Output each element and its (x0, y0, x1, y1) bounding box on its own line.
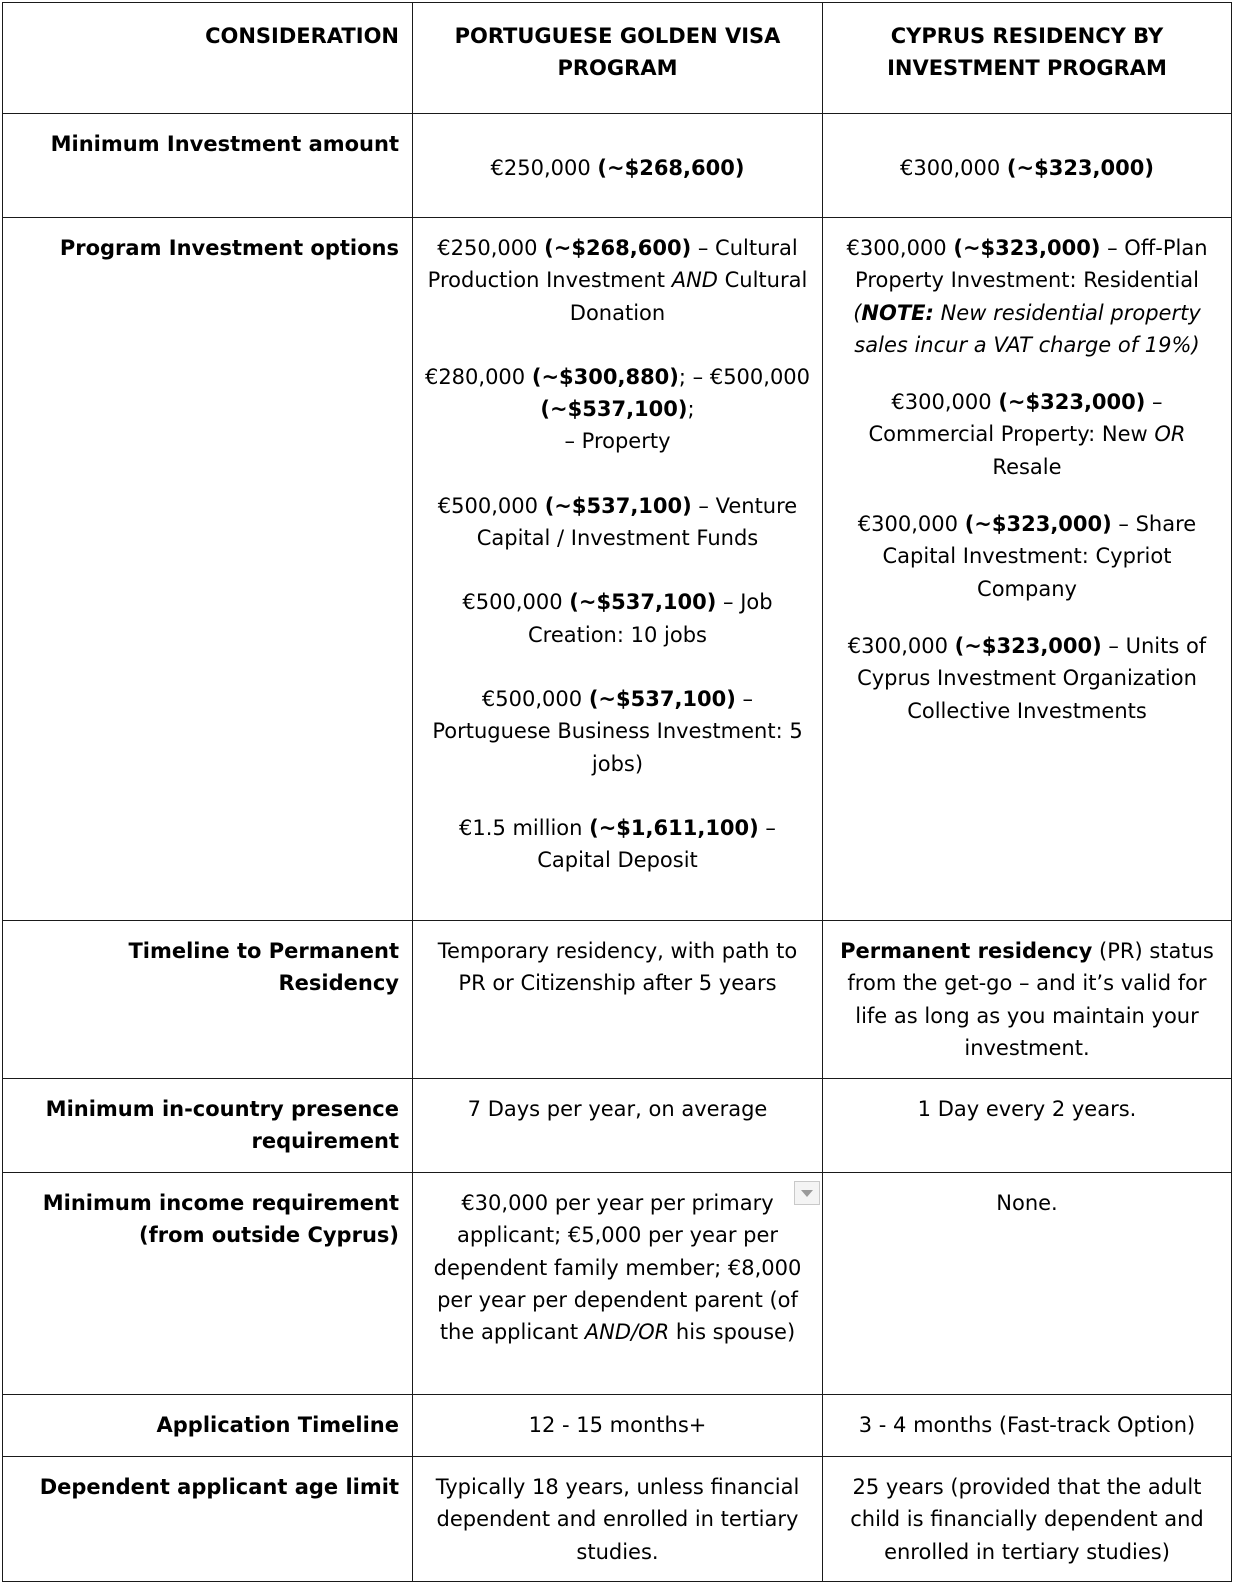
table-row-application-timeline (3, 1395, 1232, 1457)
cy-income: None. (823, 1173, 1232, 1395)
header-cyprus: CYPRUS RESIDENCY BY INVESTMENT PROGRAM (823, 3, 1232, 114)
table-row-income (3, 1173, 1232, 1395)
cy-age-limit: 25 years (provided that the adult child is financially dependent and enrolled in tertiary studies) (823, 1457, 1232, 1582)
row-label: Minimum in-country presence requirement (3, 1079, 413, 1173)
cy-timeline-pr: Permanent residency (PR) status from the get-go – and it’s valid for life as long as you maintain your investment. (823, 921, 1232, 1079)
pt-timeline-pr: Temporary residency, with path to PR or Citizenship after 5 years (413, 921, 823, 1079)
dropdown-arrow-icon[interactable] (794, 1181, 820, 1205)
pt-option-venture-capital: €500,000 (~$537,100) – Venture Capital / Investment Funds (437, 493, 798, 551)
pt-application-timeline: 12 - 15 months+ (413, 1395, 823, 1457)
row-label: Program Investment options (3, 218, 413, 921)
pt-age-limit: Typically 18 years, unless financial dependent and enrolled in tertiary studies. (413, 1457, 823, 1582)
cy-option-share-capital: €300,000 (~$323,000) – Share Capital Investment: Cypriot Company (857, 512, 1197, 601)
header-row (3, 3, 1232, 114)
table-row-min-investment (3, 114, 1232, 218)
table-row-presence (3, 1079, 1232, 1173)
pt-min-investment: €250,000 (~$268,600) (413, 114, 823, 218)
cy-option-residential: €300,000 (~$323,000) – Off-Plan Property Investment: Residential (NOTE: New residential property sales incur a VAT charge of 19%) (846, 236, 1208, 357)
cy-application-timeline: 3 - 4 months (Fast-track Option) (823, 1395, 1232, 1457)
cy-investment-options (823, 218, 1232, 921)
header-portugal: PORTUGUESE GOLDEN VISA PROGRAM (413, 3, 823, 114)
pt-presence: 7 Days per year, on average (413, 1079, 823, 1173)
comparison-table (2, 2, 1232, 1582)
pt-option-business: €500,000 (~$537,100) – Portuguese Business Investment: 5 jobs) (432, 686, 803, 776)
table-row-timeline-pr (3, 921, 1232, 1079)
pt-investment-options (413, 218, 823, 921)
row-label: Timeline to Permanent Residency (3, 921, 413, 1079)
pt-option-property: €280,000 (~$300,880); – €500,000 (~$537,100); – Property (424, 364, 811, 454)
pt-option-capital-deposit: €1.5 million (~$1,611,100) – Capital Deposit (459, 815, 776, 873)
table-row-age-limit (3, 1457, 1232, 1582)
row-label: Dependent applicant age limit (3, 1457, 413, 1582)
row-label: Minimum income requirement (from outside Cyprus) (3, 1173, 413, 1395)
pt-option-job-creation: €500,000 (~$537,100) – Job Creation: 10 jobs (462, 590, 773, 647)
header-consideration: CONSIDERATION (3, 3, 413, 114)
cy-presence: 1 Day every 2 years. (823, 1079, 1232, 1173)
pt-income: €30,000 per year per primary applicant; €5,000 per year per dependent family member; €8,000 per year per dependent parent (of the applicant AND/OR his spouse) (413, 1173, 823, 1395)
cy-option-commercial: €300,000 (~$323,000) – Commercial Property: New OR Resale (868, 390, 1186, 479)
pt-option-cultural: €250,000 (~$268,600) – Cultural Production Investment AND Cultural Donation (427, 236, 808, 325)
table-row-investment-options (3, 218, 1232, 921)
row-label: Application Timeline (3, 1395, 413, 1457)
cy-option-collective: €300,000 (~$323,000) – Units of Cyprus Investment Organization Collective Investments (847, 633, 1207, 723)
row-label: Minimum Investment amount (3, 114, 413, 218)
cy-min-investment: €300,000 (~$323,000) (823, 114, 1232, 218)
